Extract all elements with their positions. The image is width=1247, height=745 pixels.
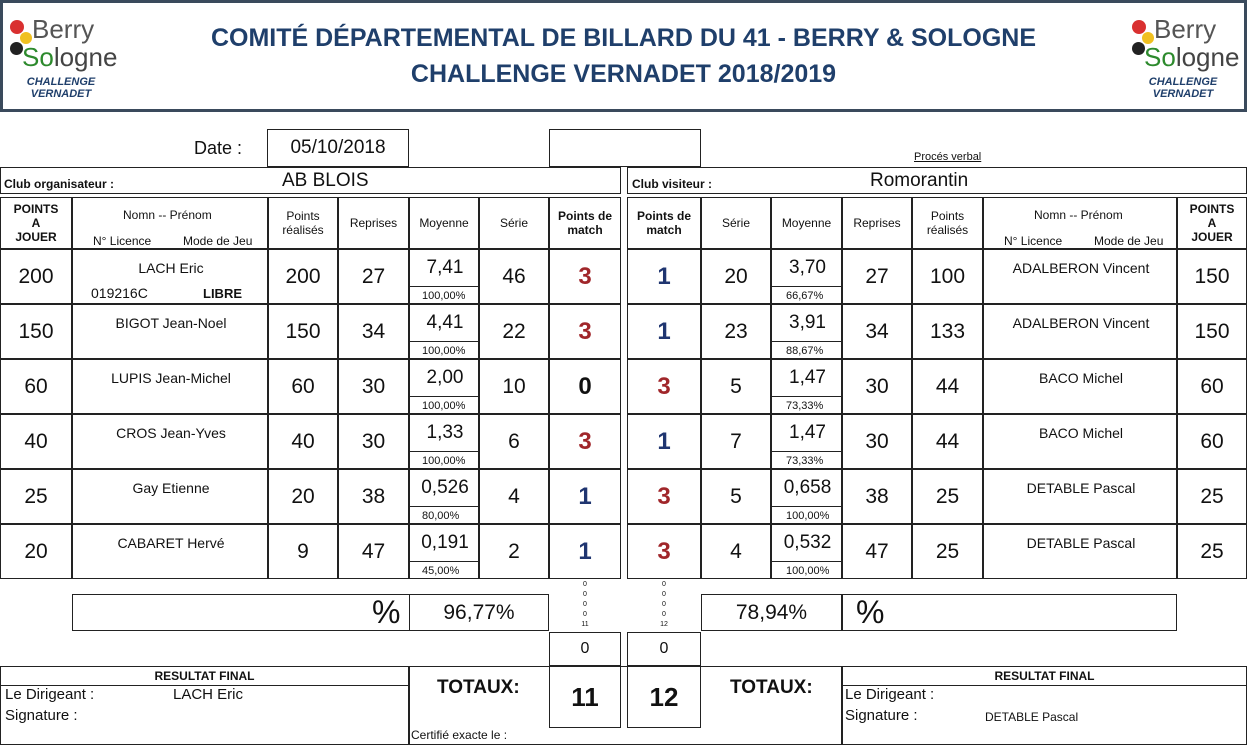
col-moyenne-right: Moyenne xyxy=(771,197,842,249)
left-moyenne: 1,33 xyxy=(426,422,464,443)
right-moyenne-cell xyxy=(771,414,842,469)
col-points-match-right: Points de match xyxy=(627,197,701,249)
right-serie: 5 xyxy=(701,469,771,524)
summary-right-box xyxy=(842,594,1177,631)
col-serie-right: Série xyxy=(701,197,771,249)
right-points-realises: 25 xyxy=(912,524,983,579)
club-organisateur-label: Club organisateur : xyxy=(4,177,115,191)
left-player-name: LACH Eric xyxy=(138,260,204,276)
right-moyenne: 1,47 xyxy=(789,422,826,443)
right-serie: 20 xyxy=(701,249,771,304)
right-player-cell xyxy=(983,414,1177,469)
left-player-cell xyxy=(72,469,268,524)
right-points-realises: 44 xyxy=(912,359,983,414)
right-points-match: 3 xyxy=(627,469,701,524)
left-serie: 46 xyxy=(479,249,549,304)
left-player-cell xyxy=(72,359,268,414)
right-points-realises: 133 xyxy=(912,304,983,359)
col-serie-left: Série xyxy=(479,197,549,249)
left-serie: 4 xyxy=(479,469,549,524)
left-moyenne-pct: 100,00% xyxy=(410,451,480,469)
right-points-match: 1 xyxy=(627,249,701,304)
col-moyenne-left: Moyenne xyxy=(409,197,479,249)
right-moyenne-cell xyxy=(771,524,842,579)
left-reprises: 30 xyxy=(338,359,409,414)
right-player-name: ADALBERON Vincent xyxy=(1012,260,1150,276)
zero-right: 0 xyxy=(627,632,701,666)
left-moyenne-cell xyxy=(409,249,479,304)
left-moyenne-cell xyxy=(409,469,479,524)
right-points-realises: 44 xyxy=(912,414,983,469)
right-points-a-jouer: 25 xyxy=(1177,524,1247,579)
right-moyenne-pct: 100,00% xyxy=(772,561,843,579)
left-moyenne: 7,41 xyxy=(426,257,464,278)
right-moyenne: 1,47 xyxy=(789,367,826,388)
right-serie: 5 xyxy=(701,359,771,414)
col-points-realises-left: Points réalisés xyxy=(268,197,338,249)
dirigeant-label-right: Le Dirigeant : xyxy=(845,686,935,703)
left-reprises: 34 xyxy=(338,304,409,359)
logo-left: Berry Sologne CHALLENGE VERNADET xyxy=(6,6,116,106)
left-moyenne-pct: 100,00% xyxy=(410,396,480,414)
col-nom-left: Nomn -- Prénom N° Licence Mode de Jeu xyxy=(72,197,268,249)
totaux-label-left: TOTAUX: xyxy=(437,677,520,698)
club-visiteur-value: Romorantin xyxy=(870,170,969,191)
right-points-match: 3 xyxy=(627,524,701,579)
signature-label-right: Signature : xyxy=(845,707,918,724)
right-points-realises: 25 xyxy=(912,469,983,524)
left-serie: 22 xyxy=(479,304,549,359)
proces-verbal-link[interactable]: Procés verbal xyxy=(914,151,982,163)
club-visiteur-label: Club visiteur : xyxy=(632,177,713,191)
right-player-name: DETABLE Pascal xyxy=(1026,535,1136,551)
left-serie: 2 xyxy=(479,524,549,579)
left-reprises: 47 xyxy=(338,524,409,579)
totaux-label-right: TOTAUX: xyxy=(730,677,813,698)
left-moyenne: 0,526 xyxy=(421,477,469,498)
left-moyenne: 0,191 xyxy=(421,532,469,553)
total-left: 11 xyxy=(549,666,621,728)
left-points-a-jouer: 40 xyxy=(0,414,72,469)
page-title: COMITÉ DÉPARTEMENTAL DE BILLARD DU 41 - BERRY & SOLOGNE xyxy=(210,24,1037,52)
left-points-match: 3 xyxy=(549,249,621,304)
left-points-realises: 9 xyxy=(268,524,338,579)
right-player-cell xyxy=(983,249,1177,304)
right-moyenne-cell xyxy=(771,469,842,524)
left-reprises: 30 xyxy=(338,414,409,469)
right-reprises: 30 xyxy=(842,359,912,414)
right-serie: 4 xyxy=(701,524,771,579)
left-moyenne-cell xyxy=(409,359,479,414)
right-player-cell xyxy=(983,359,1177,414)
resultat-final-left: RESULTAT FINAL xyxy=(0,666,409,686)
left-moyenne: 4,41 xyxy=(426,312,464,333)
right-serie: 23 xyxy=(701,304,771,359)
left-player-name: CROS Jean-Yves xyxy=(116,425,226,441)
right-moyenne-pct: 73,33% xyxy=(772,451,843,469)
left-points-realises: 60 xyxy=(268,359,338,414)
right-moyenne-cell xyxy=(771,304,842,359)
signature-label-left: Signature : xyxy=(5,707,78,724)
left-points-realises: 200 xyxy=(268,249,338,304)
mini-left: 0 0 0 0 11 xyxy=(581,581,589,628)
left-points-realises: 150 xyxy=(268,304,338,359)
right-moyenne: 0,658 xyxy=(783,477,832,498)
right-points-a-jouer: 150 xyxy=(1177,249,1247,304)
left-player-name: CABARET Hervé xyxy=(117,535,225,551)
right-reprises: 38 xyxy=(842,469,912,524)
left-serie: 10 xyxy=(479,359,549,414)
dirigeant-label-left: Le Dirigeant : xyxy=(5,686,95,703)
left-player-licence: 019216C xyxy=(91,285,148,301)
right-reprises: 30 xyxy=(842,414,912,469)
dirigeant-name-left: LACH Eric xyxy=(173,686,244,703)
right-points-a-jouer: 60 xyxy=(1177,414,1247,469)
col-points-a-jouer-left: POINTS A JOUER xyxy=(0,197,72,249)
left-points-a-jouer: 150 xyxy=(0,304,72,359)
right-player-name: DETABLE Pascal xyxy=(1026,480,1136,496)
right-moyenne-cell xyxy=(771,359,842,414)
right-moyenne-pct: 73,33% xyxy=(772,396,843,414)
left-points-match: 1 xyxy=(549,469,621,524)
right-moyenne-cell xyxy=(771,249,842,304)
logo-right: Berry Sologne CHALLENGE VERNADET xyxy=(1128,6,1238,106)
zero-left: 0 xyxy=(549,632,621,666)
left-moyenne-pct: 100,00% xyxy=(410,341,480,359)
left-player-cell xyxy=(72,414,268,469)
right-points-match: 1 xyxy=(627,304,701,359)
left-player-name: Gay Etienne xyxy=(132,480,210,496)
page-subtitle: CHALLENGE VERNADET 2018/2019 xyxy=(410,60,837,88)
certifie-label: Certifié exacte le : xyxy=(411,728,508,742)
col-points-a-jouer-right: POINTS A JOUER xyxy=(1177,197,1247,249)
right-reprises: 47 xyxy=(842,524,912,579)
left-points-realises: 20 xyxy=(268,469,338,524)
col-points-realises-right: Points réalisés xyxy=(912,197,983,249)
left-moyenne: 2,00 xyxy=(426,367,464,388)
resultat-final-right: RESULTAT FINAL xyxy=(842,666,1247,686)
left-player-name: LUPIS Jean-Michel xyxy=(111,370,231,386)
right-points-realises: 100 xyxy=(912,249,983,304)
signature-name-right: DETABLE Pascal xyxy=(985,710,1079,724)
header-banner xyxy=(0,0,1247,112)
mini-right: 0 0 0 0 12 xyxy=(660,581,668,628)
left-serie: 6 xyxy=(479,414,549,469)
right-points-a-jouer: 25 xyxy=(1177,469,1247,524)
right-player-cell xyxy=(983,469,1177,524)
left-moyenne-cell xyxy=(409,414,479,469)
col-nom-right: Nomn -- Prénom N° Licence Mode de Jeu xyxy=(983,197,1177,249)
pct-left: 96,77% xyxy=(409,594,549,631)
right-serie: 7 xyxy=(701,414,771,469)
col-reprises-right: Reprises xyxy=(842,197,912,249)
right-moyenne-pct: 88,67% xyxy=(772,341,843,359)
left-reprises: 27 xyxy=(338,249,409,304)
left-player-cell xyxy=(72,249,268,304)
right-moyenne: 3,91 xyxy=(789,312,826,333)
left-player-cell xyxy=(72,304,268,359)
left-moyenne-cell xyxy=(409,524,479,579)
right-moyenne-pct: 66,67% xyxy=(772,286,843,304)
left-player-name: BIGOT Jean-Noel xyxy=(115,315,227,331)
left-player-mode: LIBRE xyxy=(203,286,242,301)
right-moyenne: 3,70 xyxy=(789,257,826,278)
club-organisateur-value: AB BLOIS xyxy=(282,170,369,191)
left-moyenne-pct: 100,00% xyxy=(410,286,480,304)
left-moyenne-cell xyxy=(409,304,479,359)
right-player-name: ADALBERON Vincent xyxy=(1012,315,1150,331)
left-player-cell xyxy=(72,524,268,579)
left-points-match: 3 xyxy=(549,304,621,359)
date-label: Date : xyxy=(194,138,243,158)
left-points-a-jouer: 25 xyxy=(0,469,72,524)
pct-symbol-right: % xyxy=(856,594,885,630)
right-player-cell xyxy=(983,304,1177,359)
col-reprises-left: Reprises xyxy=(338,197,409,249)
right-player-cell xyxy=(983,524,1177,579)
right-points-a-jouer: 60 xyxy=(1177,359,1247,414)
left-points-match: 1 xyxy=(549,524,621,579)
pct-right: 78,94% xyxy=(701,594,842,631)
col-points-match-left: Points de match xyxy=(549,197,621,249)
right-player-name: BACO Michel xyxy=(1038,370,1124,386)
right-reprises: 27 xyxy=(842,249,912,304)
right-moyenne-pct: 100,00% xyxy=(772,506,843,524)
date-field[interactable]: 05/10/2018 xyxy=(267,129,409,167)
right-moyenne: 0,532 xyxy=(783,532,832,553)
left-points-a-jouer: 60 xyxy=(0,359,72,414)
right-points-a-jouer: 150 xyxy=(1177,304,1247,359)
right-player-name: BACO Michel xyxy=(1038,425,1124,441)
left-points-realises: 40 xyxy=(268,414,338,469)
total-right: 12 xyxy=(627,666,701,728)
left-points-a-jouer: 200 xyxy=(0,249,72,304)
pct-symbol-left: % xyxy=(372,594,401,630)
left-moyenne-pct: 80,00% xyxy=(410,506,480,524)
blank-box xyxy=(549,129,701,167)
left-points-match: 0 xyxy=(549,359,621,414)
left-points-match: 3 xyxy=(549,414,621,469)
left-points-a-jouer: 20 xyxy=(0,524,72,579)
right-points-match: 1 xyxy=(627,414,701,469)
left-moyenne-pct: 45,00% xyxy=(410,561,480,579)
right-points-match: 3 xyxy=(627,359,701,414)
right-reprises: 34 xyxy=(842,304,912,359)
left-reprises: 38 xyxy=(338,469,409,524)
